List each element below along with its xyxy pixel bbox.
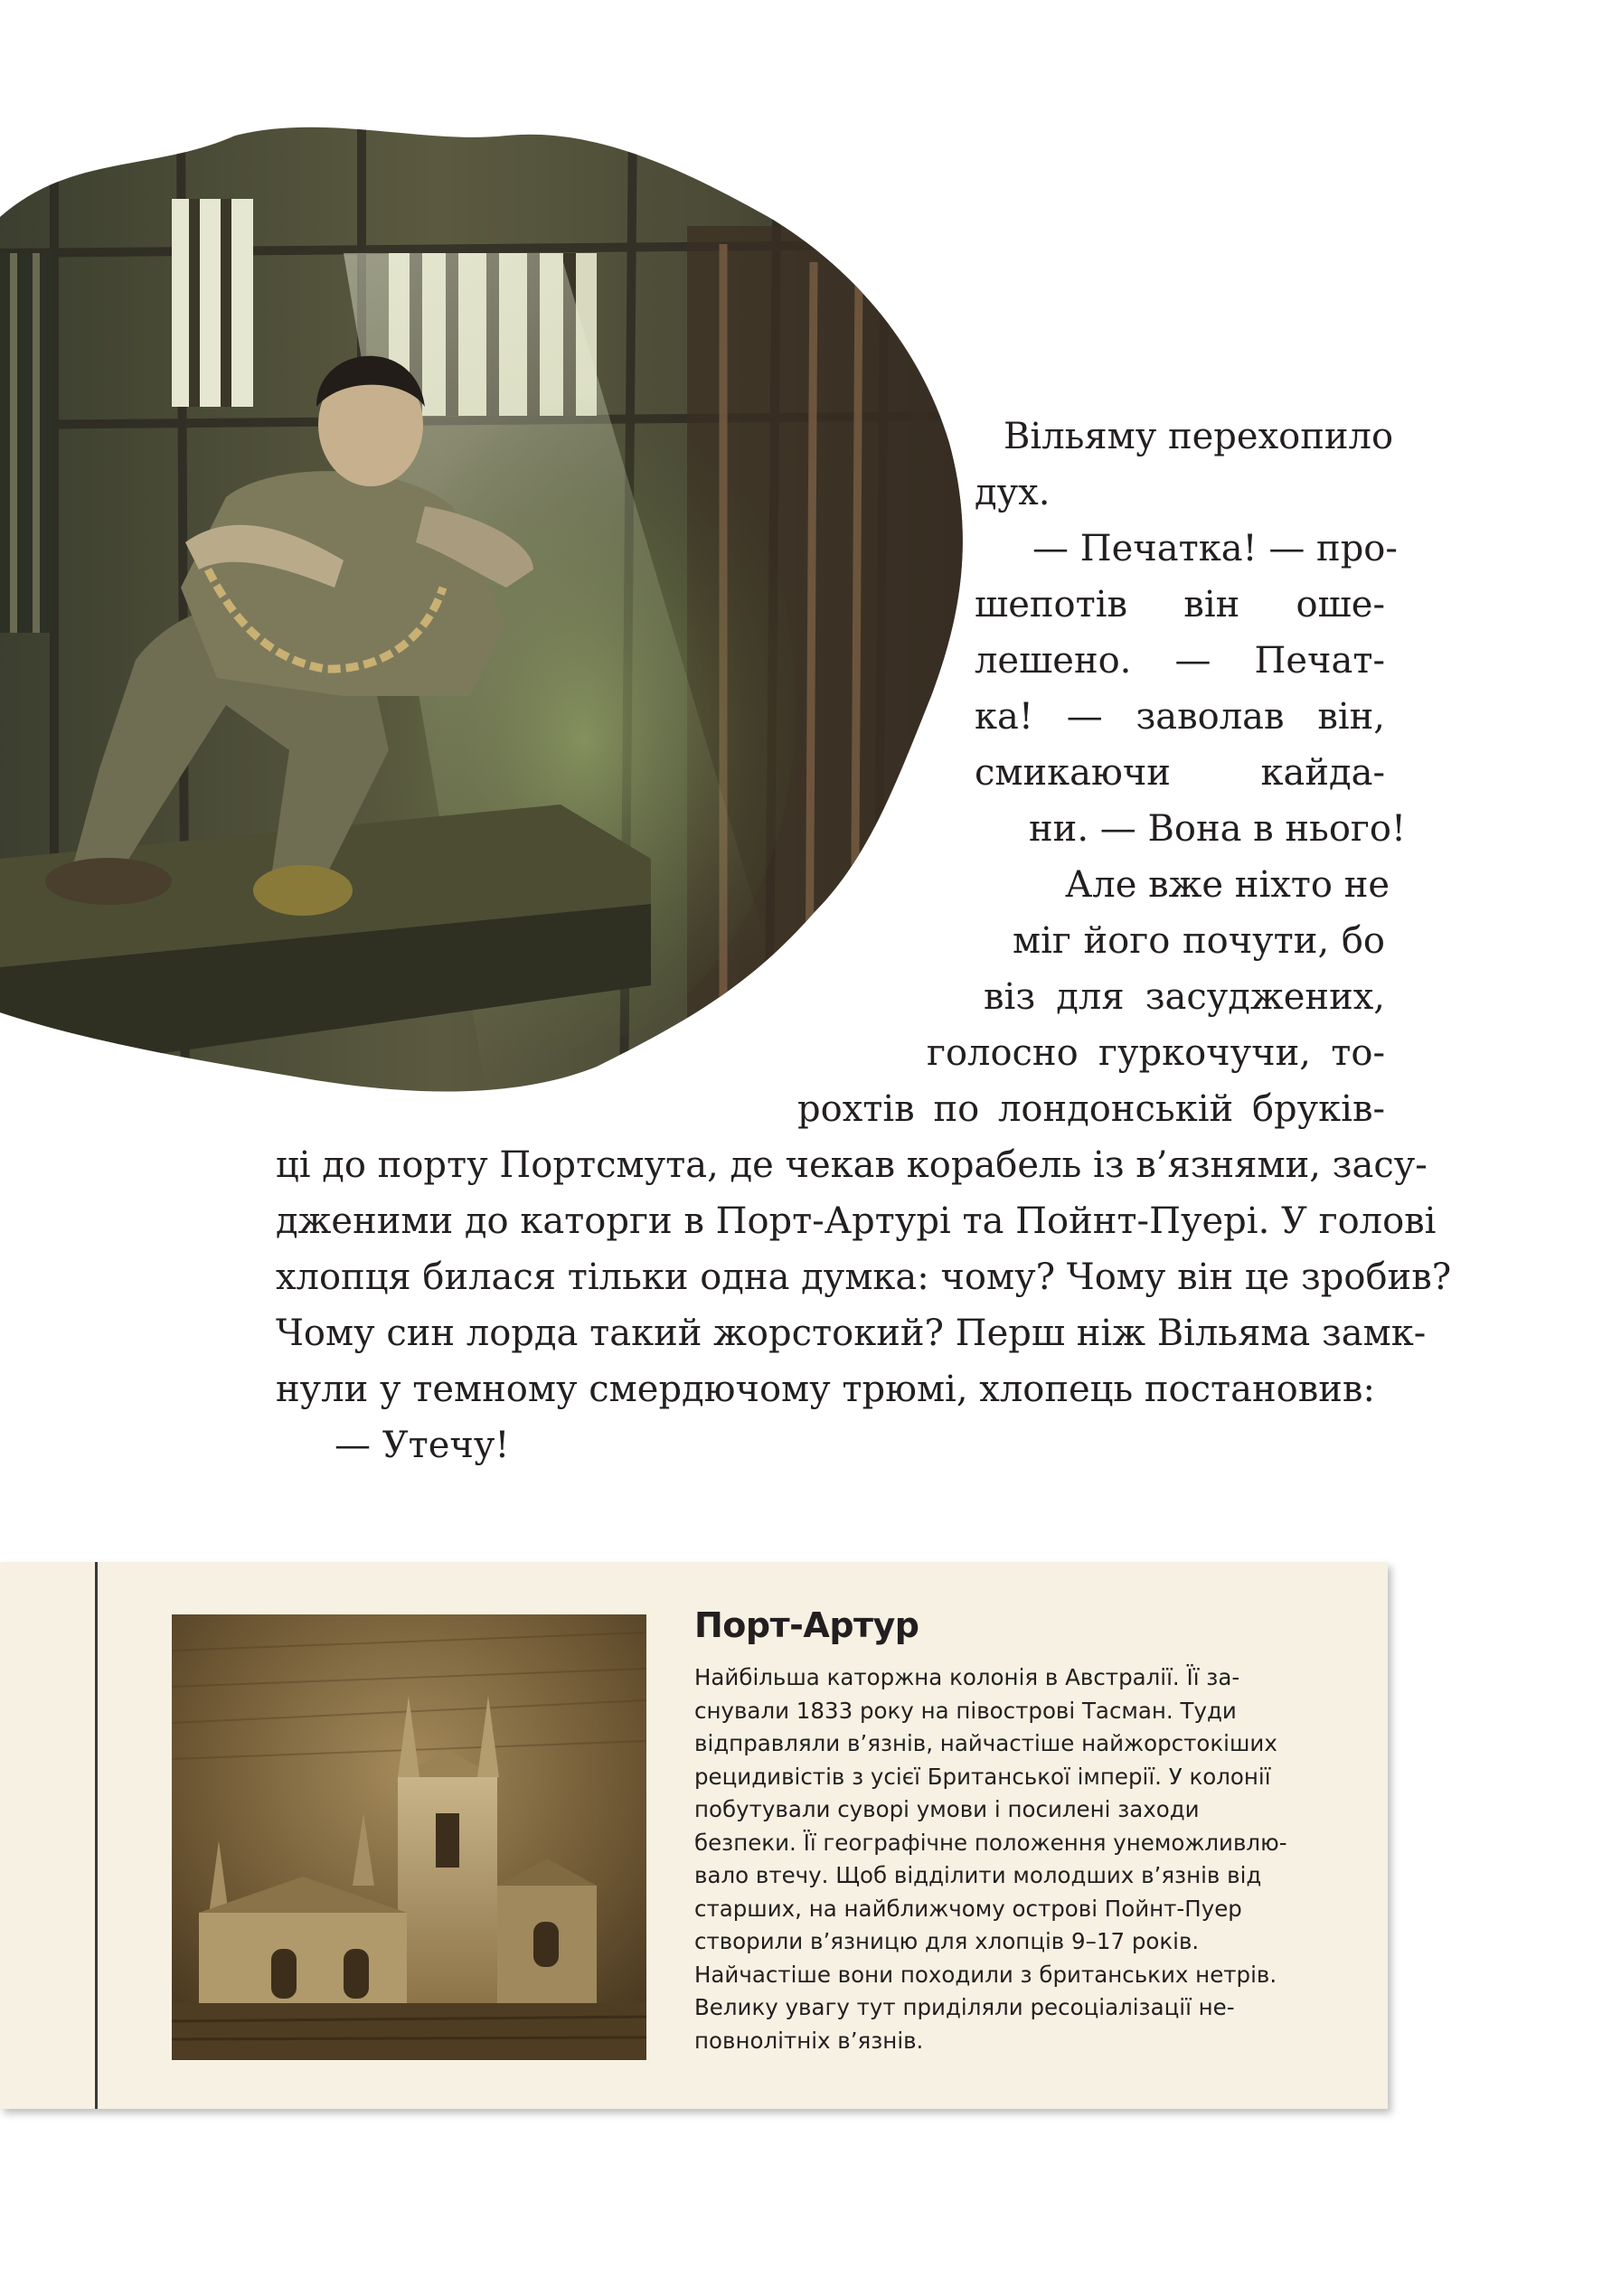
- story-line: рохтів по лондонській бруків-: [797, 1088, 1385, 1130]
- story-line: ка! — заволав він,: [975, 696, 1385, 738]
- info-body-line: Найбільша каторжна колонія в Австралії. Її за-: [694, 1664, 1240, 1690]
- info-box-title: Порт-Артур: [694, 1605, 919, 1645]
- story-line: хлопця билася тільки одна думка: чому? Чому він це зробив?: [276, 1256, 1452, 1298]
- story-line: ни. — Вона в нього!: [1029, 808, 1407, 850]
- info-body-line: повнолітніх в’язнів.: [694, 2027, 924, 2054]
- info-body-line: відправляли в’язнів, найчастіше найжорстокіших: [694, 1730, 1277, 1756]
- port-arthur-engraving: [172, 1614, 646, 2060]
- story-line: — Печатка! — про-: [1032, 528, 1398, 569]
- story-line: нули у темному смердючому трюмі, хлопець постановив:: [276, 1369, 1375, 1410]
- info-body-line: створили в’язницю для хлопців 9–17 років.: [694, 1928, 1200, 1954]
- info-body-line: побутували суворі умови і посилені заходи: [694, 1796, 1200, 1822]
- story-line: Чому син лорда такий жорстокий? Перш ніж Вільяма замк-: [276, 1313, 1427, 1354]
- story-line: дженими до каторги в Порт-Артурі та Пойнт-Пуері. У голові: [276, 1200, 1437, 1242]
- info-body-line: вало втечу. Щоб відділити молодших в’язнів від: [694, 1862, 1262, 1888]
- story-line: лешено. — Печат-: [975, 640, 1385, 682]
- info-body-line: Найчастіше вони походили з британських нетрів.: [694, 1961, 1277, 1988]
- info-box-rule: [95, 1562, 98, 2109]
- story-line: дух.: [975, 472, 1051, 513]
- story-line: віз для засуджених,: [984, 976, 1385, 1018]
- story-line: Вільяму перехопило: [1004, 416, 1394, 457]
- story-line: ці до порту Портсмута, де чекав корабель із в’язнями, засу-: [276, 1144, 1428, 1186]
- story-line: голосно гуркочучи, то-: [927, 1032, 1385, 1074]
- story-line: Але вже ніхто не: [1065, 864, 1390, 906]
- story-line: смикаючи кайда-: [975, 752, 1385, 794]
- info-box-body: [694, 1661, 1309, 2057]
- info-body-line: Велику увагу тут приділяли ресоціалізації не-: [694, 1994, 1235, 2020]
- story-line: — Утечу!: [335, 1425, 510, 1466]
- story-line: шепотів він оше-: [975, 584, 1385, 626]
- info-body-line: безпеки. Її географічне положення унеможливлю-: [694, 1829, 1287, 1856]
- info-body-line: рецидивістів з усієї Британської імперії. У колонії: [694, 1763, 1271, 1790]
- info-body-line: старших, на найближчому острові Пойнт-Пуер: [694, 1895, 1242, 1922]
- story-line: міг його почути, бо: [1013, 920, 1385, 962]
- info-body-line: снували 1833 року на півострові Тасман. Туди: [694, 1697, 1237, 1724]
